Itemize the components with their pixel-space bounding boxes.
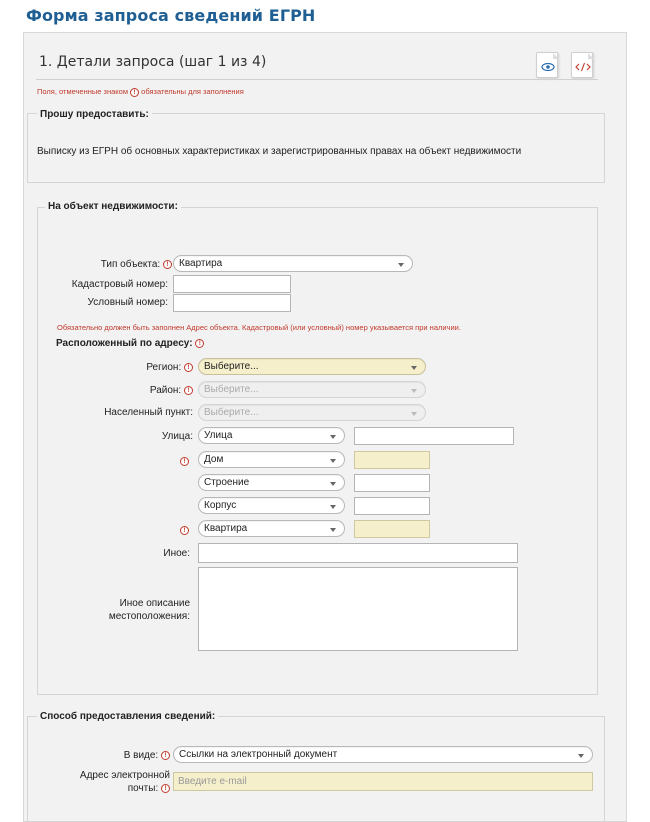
block-input[interactable] xyxy=(354,497,430,515)
street-type-select[interactable]: Улица xyxy=(198,427,345,444)
required-icon: ! xyxy=(130,88,139,97)
chevron-down-icon xyxy=(330,482,336,486)
address-warning: Обязательно должен быть заполнен Адрес объекта. Кадастровый (или условный) номер указывается при наличии. xyxy=(57,323,461,332)
chevron-down-icon xyxy=(411,366,417,370)
title-divider xyxy=(36,79,598,80)
district-select[interactable]: Выберите... xyxy=(198,381,426,398)
object-type-select[interactable]: Квартира xyxy=(173,255,413,272)
locality-label: Населенный пункт: xyxy=(104,407,193,418)
region-label: Регион: ! xyxy=(80,362,193,373)
other-description-label: Иное описание местоположения: xyxy=(108,598,190,622)
block-type-select[interactable]: Корпус xyxy=(198,497,345,514)
required-icon: ! xyxy=(184,386,193,395)
required-icon: ! xyxy=(195,339,204,348)
conditional-input[interactable] xyxy=(173,294,291,312)
preview-icon xyxy=(537,53,559,79)
chevron-down-icon xyxy=(578,754,584,758)
required-icon: ! xyxy=(163,260,172,269)
step-title: 1. Детали запроса (шаг 1 из 4) xyxy=(39,54,267,70)
chevron-down-icon xyxy=(411,389,417,393)
required-icon: ! xyxy=(161,751,170,760)
chevron-down-icon xyxy=(330,528,336,532)
other-input[interactable] xyxy=(198,543,518,563)
code-icon xyxy=(572,53,594,79)
request-text: Выписку из ЕГРН об основных характеристиках и зарегистрированных правах на объект недвижимости xyxy=(37,146,522,157)
delivery-form-label: В виде: ! xyxy=(60,750,170,761)
conditional-label: Условный номер: xyxy=(87,297,168,308)
chevron-down-icon xyxy=(330,435,336,439)
type-label: Тип объекта: ! xyxy=(60,259,172,270)
locality-select[interactable]: Выберите... xyxy=(198,404,426,421)
chevron-down-icon xyxy=(330,459,336,463)
address-title: Расположенный по адресу: ! xyxy=(56,338,204,349)
required-note: Поля, отмеченные знаком ! обязательны для заполнения xyxy=(37,87,244,96)
chevron-down-icon xyxy=(330,505,336,509)
object-legend: На объект недвижимости: xyxy=(45,201,181,212)
other-label: Иное: xyxy=(163,548,190,559)
request-legend: Прошу предоставить: xyxy=(37,109,152,120)
house-type-select[interactable]: Дом xyxy=(198,451,345,468)
chevron-down-icon xyxy=(411,412,417,416)
district-label: Район: ! xyxy=(80,385,193,396)
building-input[interactable] xyxy=(354,474,430,492)
building-type-select[interactable]: Строение xyxy=(198,474,345,491)
page-title: Форма запроса сведений ЕГРН xyxy=(26,6,316,25)
required-icon: ! xyxy=(161,784,170,793)
preview-button[interactable] xyxy=(536,52,558,78)
chevron-down-icon xyxy=(398,263,404,267)
cadastral-input[interactable] xyxy=(173,275,291,293)
house-input[interactable] xyxy=(354,451,430,469)
other-description-textarea[interactable] xyxy=(198,567,518,651)
cadastral-label: Кадастровый номер: xyxy=(71,279,168,290)
delivery-form-select[interactable]: Ссылки на электронный документ xyxy=(173,746,593,763)
email-input[interactable]: Введите e-mail xyxy=(173,772,593,791)
required-icon: ! xyxy=(180,457,189,466)
code-view-button[interactable] xyxy=(571,52,593,78)
required-icon: ! xyxy=(180,526,189,535)
email-label: Адрес электронной почты: ! xyxy=(79,770,170,794)
apartment-input[interactable] xyxy=(354,520,430,538)
region-select[interactable]: Выберите... xyxy=(198,358,426,375)
required-icon: ! xyxy=(184,363,193,372)
apartment-type-select[interactable]: Квартира xyxy=(198,520,345,537)
street-label: Улица: xyxy=(161,431,193,442)
delivery-legend: Способ предоставления сведений: xyxy=(37,711,218,722)
street-input[interactable] xyxy=(354,427,514,445)
